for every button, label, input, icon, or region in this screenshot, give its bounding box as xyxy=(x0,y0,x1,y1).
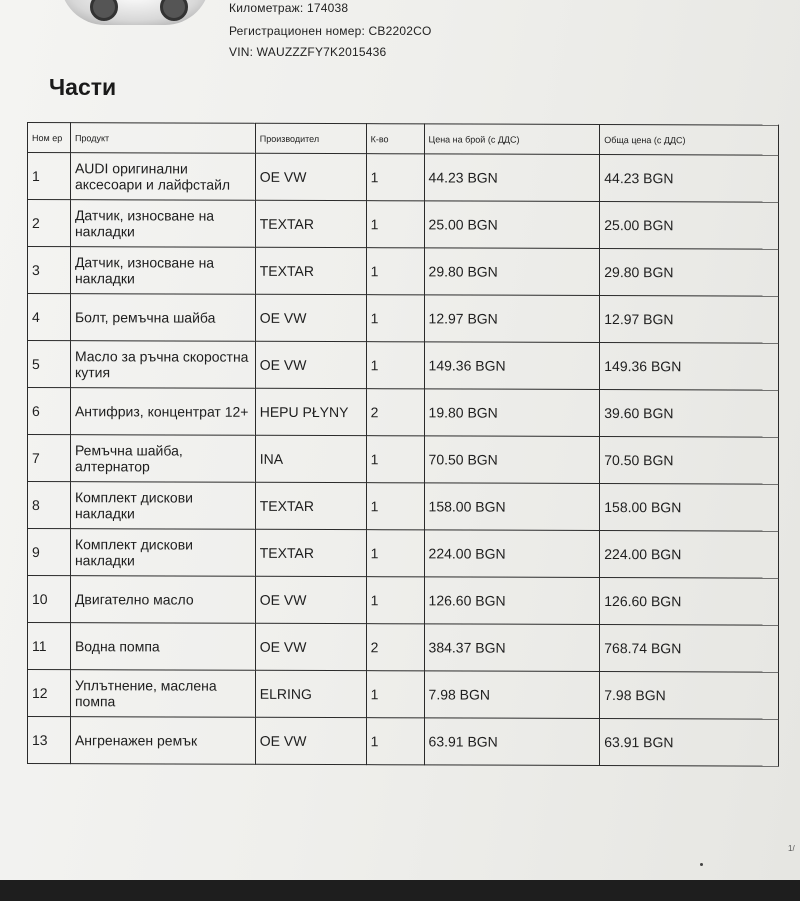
registration-text: Регистрационен номер: CB2202CO xyxy=(229,24,432,38)
manufacturer: TEXTAR xyxy=(255,482,366,529)
total-price: 149.36 BGN xyxy=(600,342,779,390)
product-name: Комплект дискови накладки xyxy=(70,529,255,577)
product-name: Масло за ръчна скоростна кутия xyxy=(70,341,255,389)
quantity: 2 xyxy=(366,389,424,436)
product-name: Датчик, износване на накладки xyxy=(70,247,255,295)
unit-price: 126.60 BGN xyxy=(424,577,600,625)
product-name: Ангренажен ремък xyxy=(70,717,255,765)
unit-price: 7.98 BGN xyxy=(424,671,600,719)
manufacturer: INA xyxy=(255,435,366,482)
unit-price: 19.80 BGN xyxy=(424,389,600,437)
unit-price: 384.37 BGN xyxy=(424,624,600,672)
row-number: 5 xyxy=(28,341,71,388)
row-number: 7 xyxy=(28,435,71,482)
quantity: 1 xyxy=(366,671,424,718)
unit-price: 149.36 BGN xyxy=(424,342,600,390)
product-name: Комплект дискови накладки xyxy=(70,482,255,530)
row-number: 1 xyxy=(28,153,71,200)
table-row xyxy=(28,482,779,532)
total-price: 70.50 BGN xyxy=(600,436,779,484)
total-price: 158.00 BGN xyxy=(600,483,779,531)
manufacturer: TEXTAR xyxy=(255,247,366,294)
row-number: 3 xyxy=(28,247,71,294)
unit-price: 70.50 BGN xyxy=(424,436,600,484)
row-number: 8 xyxy=(28,482,71,529)
product-name: Уплътнение, маслена помпа xyxy=(70,670,255,718)
total-price: 126.60 BGN xyxy=(600,577,779,625)
quantity: 1 xyxy=(366,248,424,295)
quantity: 1 xyxy=(366,577,424,624)
unit-price: 12.97 BGN xyxy=(424,295,600,343)
parts-table xyxy=(27,122,779,767)
unit-price: 44.23 BGN xyxy=(424,154,600,202)
paper-speck xyxy=(700,863,703,866)
quantity: 1 xyxy=(366,483,424,530)
quantity: 1 xyxy=(366,154,424,201)
manufacturer: OE VW xyxy=(255,341,366,388)
row-number: 9 xyxy=(28,529,71,576)
table-header-row xyxy=(28,123,779,156)
unit-price: 63.91 BGN xyxy=(424,718,600,766)
product-name: Антифриз, концентрат 12+ xyxy=(70,388,255,436)
product-name: Ремъчна шайба, алтернатор xyxy=(70,435,255,483)
table-row xyxy=(28,388,779,438)
vin-text: VIN: WAUZZZFY7K2015436 xyxy=(229,45,387,59)
manufacturer: OE VW xyxy=(255,294,366,341)
table-row xyxy=(28,247,779,297)
header-qty: К-во xyxy=(366,124,424,154)
manufacturer: OE VW xyxy=(255,623,366,670)
row-number: 11 xyxy=(28,623,71,670)
total-price: 29.80 BGN xyxy=(600,248,779,296)
section-title: Части xyxy=(49,74,117,100)
table-row xyxy=(28,717,779,767)
table-row xyxy=(28,623,779,673)
quantity: 1 xyxy=(366,295,424,342)
unit-price: 29.80 BGN xyxy=(424,248,600,296)
row-number: 4 xyxy=(28,294,71,341)
page-number: 1/ xyxy=(788,844,795,853)
header-num: Ном ер xyxy=(28,123,71,153)
table-row xyxy=(28,153,779,203)
quantity: 1 xyxy=(366,342,424,389)
row-number: 6 xyxy=(28,388,71,435)
product-name: AUDI оригинални аксесоари и лайфстайл xyxy=(70,153,255,201)
total-price: 12.97 BGN xyxy=(600,295,779,343)
table-row xyxy=(28,294,779,344)
header-manufacturer: Производител xyxy=(255,123,366,153)
background-edge xyxy=(0,880,800,901)
quantity: 1 xyxy=(366,201,424,248)
total-price: 7.98 BGN xyxy=(600,671,779,719)
header-unit-price: Цена на брой (с ДДС) xyxy=(424,124,600,155)
total-price: 224.00 BGN xyxy=(600,530,779,578)
total-price: 768.74 BGN xyxy=(600,624,779,672)
table-row xyxy=(28,200,779,250)
manufacturer: OE VW xyxy=(255,153,366,200)
quantity: 1 xyxy=(366,530,424,577)
product-name: Двигателно масло xyxy=(70,576,255,624)
product-name: Датчик, износване на накладки xyxy=(70,200,255,248)
row-number: 12 xyxy=(28,670,71,717)
quantity: 1 xyxy=(366,718,424,765)
header-product: Продукт xyxy=(70,123,255,154)
table-row xyxy=(28,341,779,391)
manufacturer: ELRING xyxy=(255,670,366,717)
car-wheel-icon xyxy=(160,0,188,21)
total-price: 25.00 BGN xyxy=(600,201,779,249)
table-row xyxy=(28,670,779,720)
manufacturer: OE VW xyxy=(255,576,366,623)
unit-price: 25.00 BGN xyxy=(424,201,600,249)
unit-price: 224.00 BGN xyxy=(424,530,600,578)
car-photo xyxy=(60,0,210,25)
mileage-text: Километраж: 174038 xyxy=(229,1,349,15)
product-name: Водна помпа xyxy=(70,623,255,671)
header-total-price: Обща цена (с ДДС) xyxy=(600,124,779,155)
manufacturer: HEPU PŁYNY xyxy=(255,388,366,435)
total-price: 39.60 BGN xyxy=(600,389,779,437)
manufacturer: TEXTAR xyxy=(255,529,366,576)
manufacturer: TEXTAR xyxy=(255,200,366,247)
table-row xyxy=(28,529,779,579)
total-price: 63.91 BGN xyxy=(600,718,779,766)
quantity: 1 xyxy=(366,436,424,483)
manufacturer: OE VW xyxy=(255,717,366,764)
total-price: 44.23 BGN xyxy=(600,154,779,202)
product-name: Болт, ремъчна шайба xyxy=(70,294,255,342)
row-number: 13 xyxy=(28,717,71,764)
table-row xyxy=(28,576,779,626)
table-row xyxy=(28,435,779,485)
row-number: 10 xyxy=(28,576,71,623)
car-wheel-icon xyxy=(90,0,118,21)
quantity: 2 xyxy=(366,624,424,671)
unit-price: 158.00 BGN xyxy=(424,483,600,531)
row-number: 2 xyxy=(28,200,71,247)
